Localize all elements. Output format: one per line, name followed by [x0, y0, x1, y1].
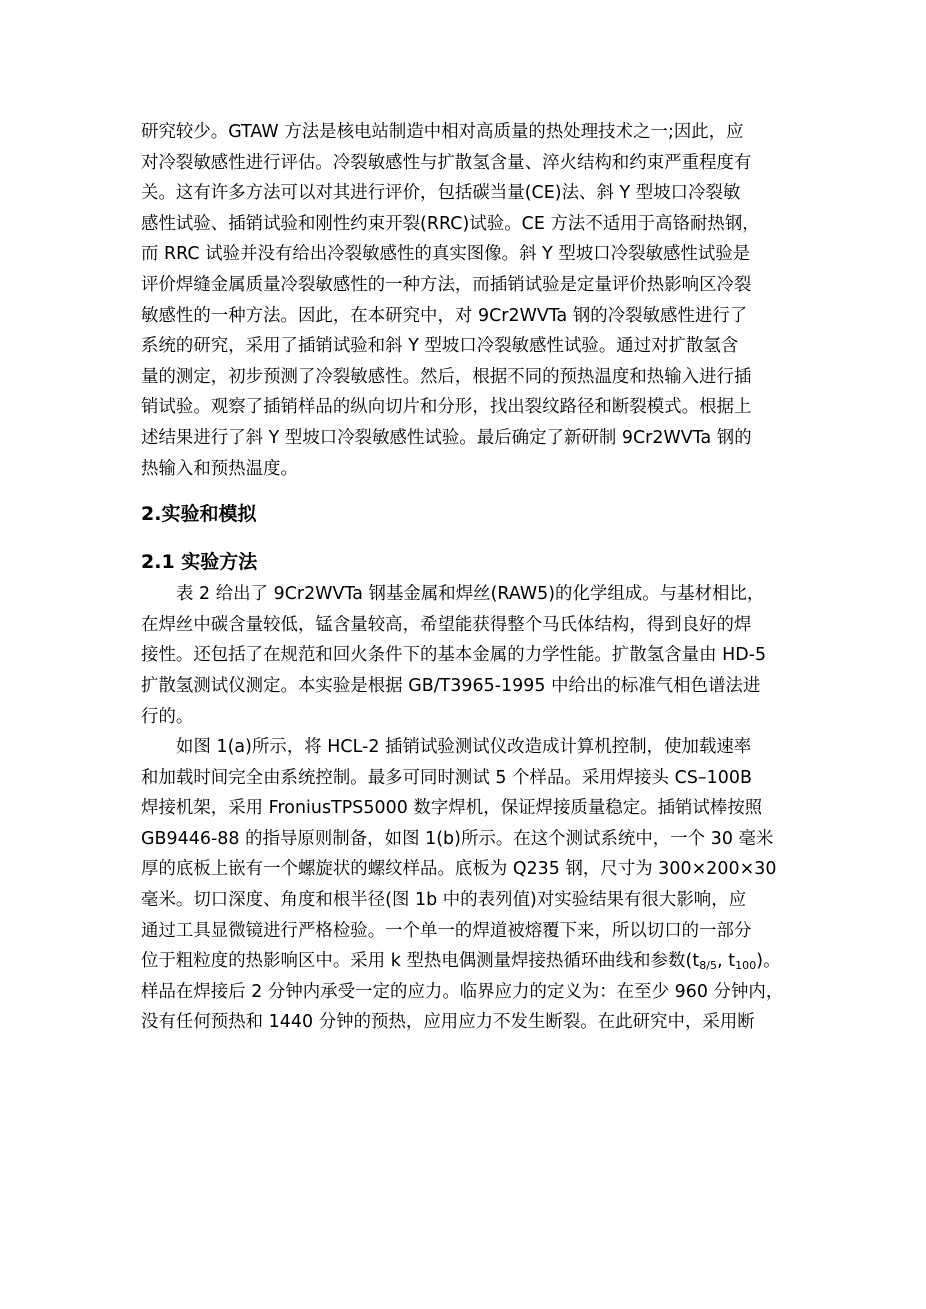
text-line: 焊接机架，采用 FroniusTPS5000 数字焊机，保证焊接质量稳定。插销试棒按照 — [141, 798, 763, 819]
text-line: 没有任何预热和 1440 分钟的预热，应用应力不发生断裂。在此研究中，采用断 — [141, 1012, 755, 1033]
text-line: 样品在焊接后 2 分钟内承受一定的应力。临界应力的定义为：在至少 960 分钟内， — [141, 981, 784, 1002]
document-body — [141, 117, 789, 1038]
subscript-t100: 100 — [735, 959, 757, 973]
paragraph-test-setup — [141, 732, 789, 1038]
text-line: 表 2 给出了 9Cr2WVTa 钢基金属和焊丝(RAW5)的化学组成。与基材相比， — [176, 584, 765, 605]
text-line: 在焊丝中碳含量较低，锰含量较高，希望能获得整个马氏体结构，得到良好的焊 — [141, 614, 752, 635]
text-segment: 位于粗粒度的热影响区中。采用 k 型热电偶测量焊接热循环曲线和参数(t — [141, 951, 700, 972]
text-line: 热输入和预热温度。 — [141, 458, 298, 479]
text-segment: )。 — [756, 951, 781, 972]
text-line: 研究较少。GTAW 方法是核电站制造中相对高质量的热处理技术之一;因此，应 — [141, 122, 744, 142]
text-line: 评价焊缝金属质量冷裂敏感性的一种方法，而插销试验是定量评价热影响区冷裂 — [141, 274, 752, 295]
text-line: 销试验。观察了插销样品的纵向切片和分形，找出裂纹路径和断裂模式。根据上 — [141, 397, 752, 418]
text-line: 关。这有许多方法可以对其进行评价，包括碳当量(CE)法、斜 Y 型坡口冷裂敏 — [141, 183, 741, 204]
text-line: 量的测定，初步预测了冷裂敏感性。然后，根据不同的预热温度和热输入进行插 — [141, 366, 752, 387]
text-line: 述结果进行了斜 Y 型坡口冷裂敏感性试验。最后确定了新研制 9Cr2WVTa 钢的 — [141, 427, 752, 448]
paragraph-intro-continued — [141, 117, 789, 484]
text-line: 对冷裂敏感性进行评估。冷裂敏感性与扩散氢含量、淬火结构和约束严重程度有 — [141, 152, 752, 173]
text-line-with-subscripts — [141, 946, 789, 977]
text-line: 扩散氢测试仪测定。本实验是根据 GB/T3965-1995 中给出的标准气相色谱法进 — [141, 675, 761, 696]
text-segment: , t — [717, 951, 736, 972]
text-line: 接性。还包括了在规范和回火条件下的基本金属的力学性能。扩散氢含量由 HD-5 — [141, 645, 767, 666]
paragraph-materials — [141, 579, 789, 732]
text-line: 如图 1(a)所示，将 HCL-2 插销试验测试仪改造成计算机控制，使加载速率 — [176, 737, 752, 758]
text-line: 毫米。切口深度、角度和根半径(图 1b 中的表列值)对实验结果有很大影响，应 — [141, 890, 747, 911]
text-line: GB9446-88 的指导原则制备，如图 1(b)所示。在这个测试系统中，一个 30 毫米 — [141, 828, 774, 849]
text-line: 敏感性的一种方法。因此，在本研究中，对 9Cr2WVTa 钢的冷裂敏感性进行了 — [141, 305, 748, 326]
subscript-t85: 8/5 — [699, 959, 718, 973]
text-line: 通过工具显微镜进行严格检验。一个单一的焊道被熔覆下来，所以切口的一部分 — [141, 920, 752, 941]
section-heading: 2.实验和模拟 — [141, 503, 257, 526]
subsection-heading: 2.1 实验方法 — [141, 551, 258, 574]
text-line: 厚的底板上嵌有一个螺旋状的螺纹样品。底板为 Q235 钢，尺寸为 300×200×30 — [141, 859, 777, 880]
text-line: 和加载时间完全由系统控制。最多可同时测试 5 个样品。采用焊接头 CS–100B — [141, 767, 752, 788]
text-line: 而 RRC 试验并没有给出冷裂敏感性的真实图像。斜 Y 型坡口冷裂敏感性试验是 — [141, 244, 751, 265]
text-line: 感性试验、插销试验和刚性约束开裂(RRC)试验。CE 方法不适用于高铬耐热钢， — [141, 213, 760, 234]
text-line: 系统的研究，采用了插销试验和斜 Y 型坡口冷裂敏感性试验。通过对扩散氢含 — [141, 336, 739, 357]
text-line: 行的。 — [141, 706, 194, 727]
